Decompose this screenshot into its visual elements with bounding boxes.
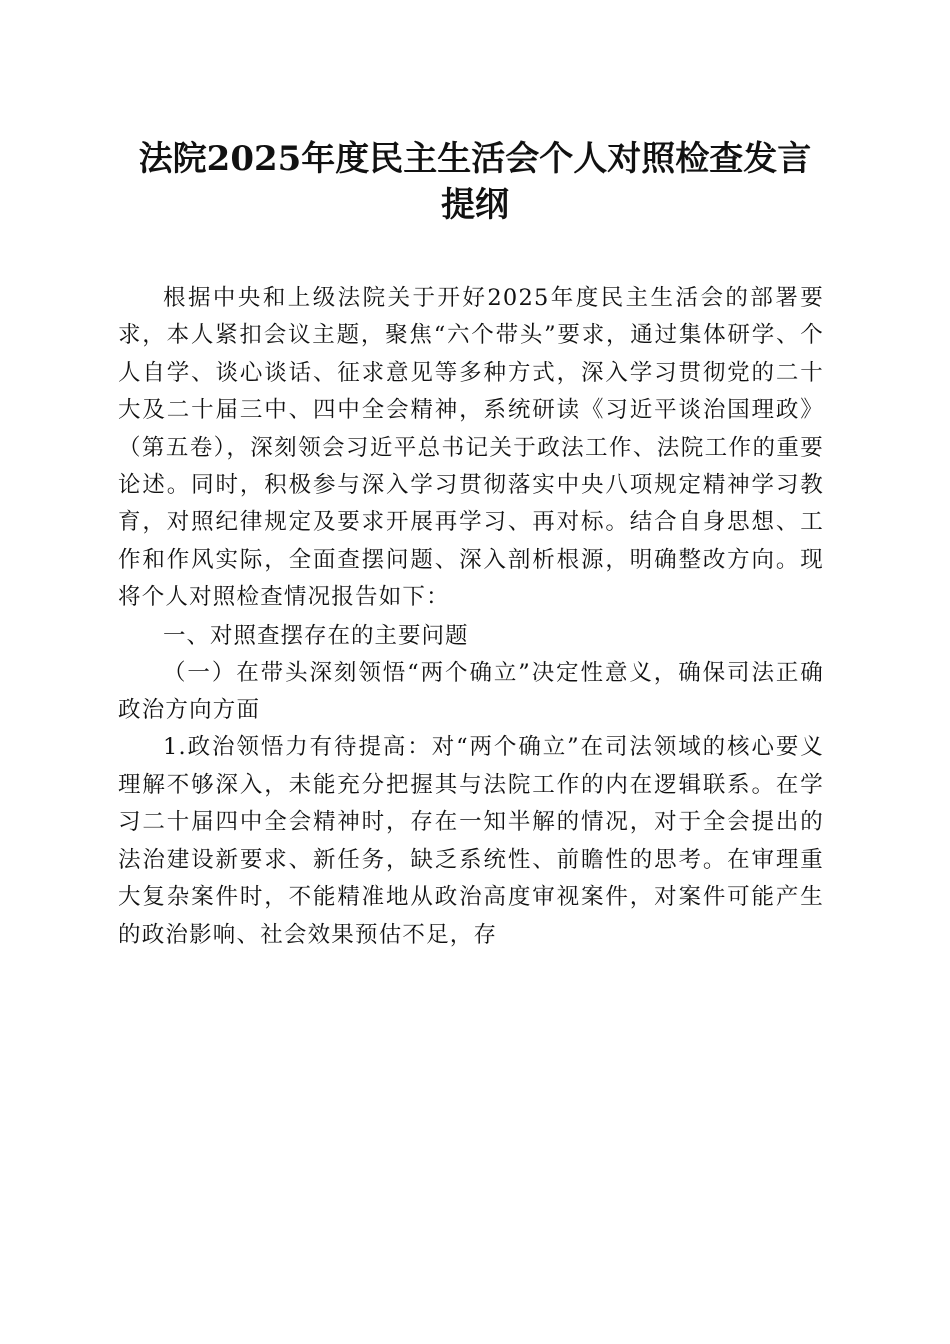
item-paragraph-1: 1.政治领悟力有待提高：对“两个确立”在司法领域的核心要义理解不够深入，未能充分把握其与法院工作的内在逻辑联系。在学习二十届四中全会精神时，存在一知半解的情况，对于全会提出的法治建设新要求、新任务，缺乏系统性、前瞻性的思考。在审理重大复杂案件时，不能精准地从政治高度审视案件，对案件可能产生的政治影响、社会效果预估不足，存	[118, 734, 824, 948]
document-body	[118, 280, 824, 954]
document-title	[100, 136, 850, 228]
subsection-heading-1: （一）在带头深刻领悟“两个确立”决定性意义，确保司法正确政治方向方面	[118, 659, 824, 724]
intro-paragraph: 根据中央和上级法院关于开好2025年度民主生活会的部署要求，本人紧扣会议主题，聚焦“六个带头”要求，通过集体研学、个人自学、谈心谈话、征求意见等多种方式，深入学习贯彻党的二十大及二十届三中、四中全会精神，系统研读《习近平谈治国理政》（第五卷），深刻领会习近平总书记关于政法工作、法院工作的重要论述。同时，积极参与深入学习贯彻落实中央八项规定精神学习教育，对照纪律规定及要求开展再学习、再对标。结合自身思想、工作和作风实际，全面查摆问题、深入剖析根源，明确整改方向。现将个人对照检查情况报告如下：	[118, 285, 824, 611]
title-line-1: 法院2025年度民主生活会个人对照检查发言	[138, 139, 812, 179]
title-line-2: 提纲	[441, 185, 509, 225]
section-heading-1: 一、对照查摆存在的主要问题	[163, 622, 469, 649]
